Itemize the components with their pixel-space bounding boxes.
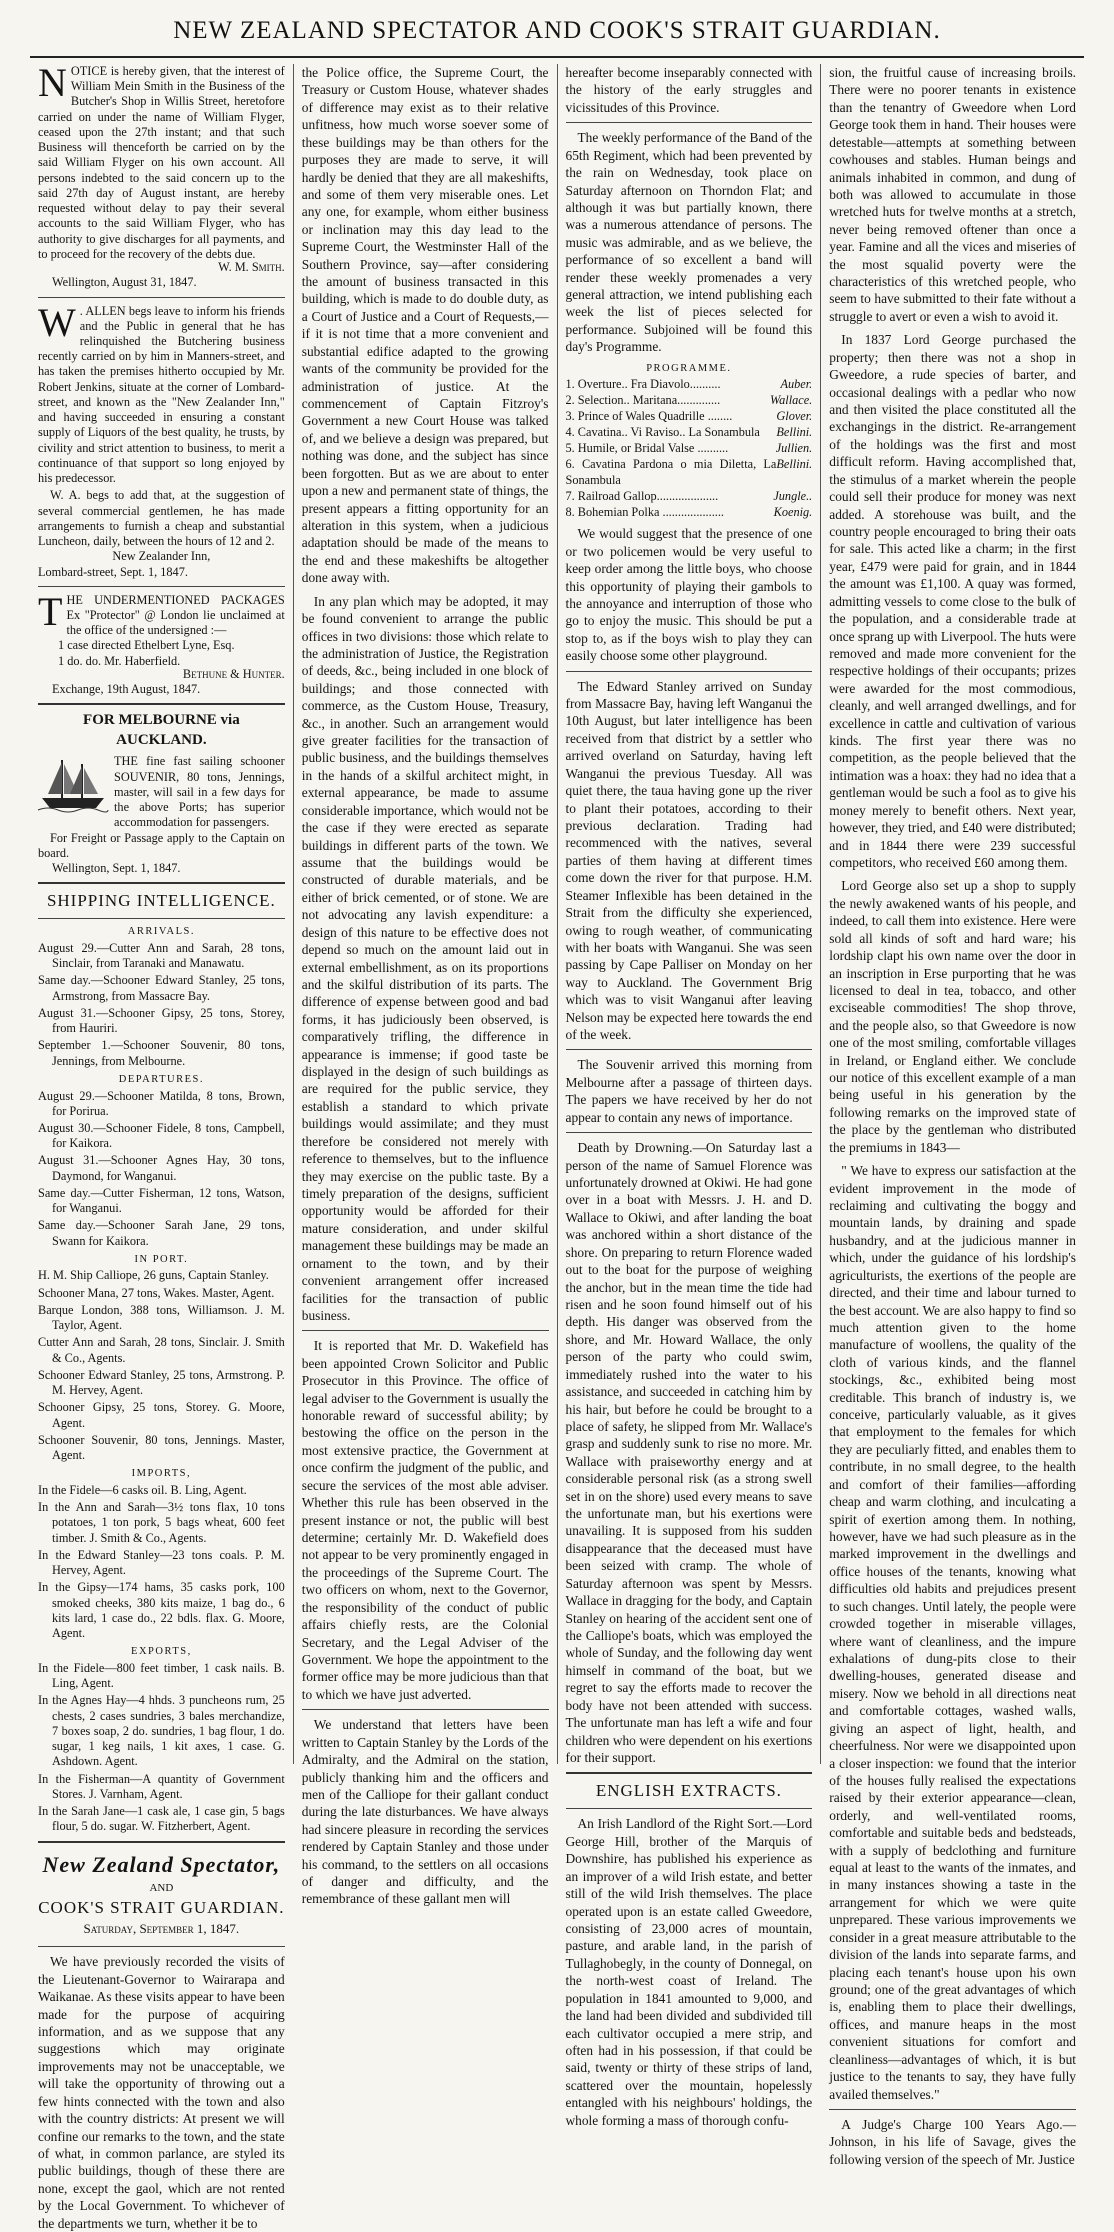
- leader-paragraph: the Police office, the Supreme Court, the Treasury or Custom House, whatever shades of difference may exist as to their relative unfitness, how much worse soever some of these buildings may be than others for the purposes they are made to serve, it will hardly be denied that they are all makeshifts, and some of them very miserable ones. Let any one, for example, whom either business or inclination may this day lead to the Supreme Court, the Westminster Hall of the Southern Province, say—after considering the amount of business transacted in this building, which is made to do double duty, as a Court of Justice and a Court of Requests,—if it is not time that a more convenient and substantial edifice adapted to the growing wants of the community be provided for the administration of justice. At the commencement of Captain Fitzroy's Government a new Court House was talked of, and we believe a design was prepared, but nothing was done, and the subject has since been forgotten. But as we are about to enter upon a new and permanent state of things, the present appears a fitting opportunity for an alteration in this system, when a judicious adaptation should be made of the means to the end and these makeshifts be altogether done away with.: [301, 65, 549, 586]
- article-paragraph: We understand that letters have been written to Captain Stanley by the Lords of the Admiralty, and the Admiral on the station, publicly thanking him and the officers and men of the Calliope for their gallant conduct during the late disturbances. We have always had sincere pleasure in recording the services rendered by Captain Stanley and those under his command, to the settlers on all occasions of danger and difficulty, and the remembrance of these gallant men will: [301, 1717, 549, 1907]
- notice-allen: [38, 299, 285, 580]
- article-paragraph: We would suggest that the presence of one or two policemen would be very useful to keep order among the little boys, who choose this opportunity of playing their gambols to the annoyance and interruption of those who go to enjoy the music. This should be put a stop to, as if the boys wish to play they can easily choose some other playground.: [565, 526, 813, 664]
- arrivals-list: [38, 941, 285, 1069]
- programme-item: [566, 441, 813, 457]
- article-paragraph: The weekly performance of the Band of the 65th Regiment, which had been prevented by the rain on Wednesday, took place on Saturday afternoon on Thorndon Flat; and although it was but partially known, there was a numerous attendance of persons. The music was admirable, and as we believe, the performance of so excellent a band will render these weekly promenades a very general attraction, we intend publishing each week the list of pieces selected for performance. Subjoined will be found this day's Programme.: [565, 130, 813, 355]
- article-paragraph: The Souvenir arrived this morning from Melbourne after a passage of thirteen days. The papers we have received by her do not appear to contain any news of importance.: [565, 1057, 813, 1125]
- ship-ad-text: THE fine fast sailing schooner SOUVENIR, 80 tons, Jennings, master, will sail in a few days for the above Ports; has superior accommodation for passengers.: [114, 754, 285, 830]
- programme-item: [566, 489, 813, 505]
- notice-flyger: [38, 60, 285, 291]
- ship-ad-text: For Freight or Passage apply to the Captain on board.: [38, 830, 285, 860]
- masthead: NEW ZEALAND SPECTATOR AND COOK'S STRAIT GUARDIAN.: [173, 17, 941, 44]
- article-paragraph: hereafter become inseparably connected with the history of the early struggles and vicissitudes of this Province.: [565, 65, 813, 115]
- divider: [302, 1709, 549, 1710]
- list-item: In the Fisherman—A quantity of Government Stores. J. Varnham, Agent.: [38, 1771, 285, 1801]
- list-item: August 29.—Cutter Ann and Sarah, 28 tons, Sinclair, from Taranaki and Manawatu.: [38, 940, 285, 971]
- divider: [38, 297, 285, 298]
- programme-composer: Bellini.: [776, 425, 813, 440]
- article-paragraph: An Irish Landlord of the Right Sort.—Lord George Hill, brother of the Marquis of Downshire, has published his experience as an improver of a wild Irish estate, and better still of the wild Irish themselves. The place operated upon is an estate called Gweedore, consisting of 23,000 acres of mountain, pasture, and arable land, in the parish of Tullaghobegly, in the county of Donnegal, on the north-west coast of Ireland. The population in 1841 amounted to 9,000, and the land had been divided and subdivided till each cultivator occupied a mere strip, and often had in his possession, if that could be said, twenty or thirty of these strips of land, scattered over the mountain, hopelessly entangled with his neighbours' holdings, the whole forming a mass of thorough confu-: [565, 1816, 813, 2128]
- divider: [566, 1772, 813, 1774]
- column-3: [558, 64, 822, 2128]
- list-item: In the Agnes Hay—4 hhds. 3 puncheons rum, 25 chests, 2 cases sundries, 3 bales merchandize, 7 boxes soap, 2 do. sundries, 1 bag flour, 1 do. sugar, 1 keg nails, 1 kit axes, 1 case. G. Ashdown. Agent.: [38, 1693, 285, 1769]
- paper-title-and: AND: [149, 1882, 174, 1895]
- divider: [38, 586, 285, 587]
- column-1: [30, 60, 294, 2231]
- programme-piece: 4. Cavatina.. Vi Raviso.. La Sonambula: [565, 425, 760, 440]
- shipping-heading: SHIPPING INTELLIGENCE.: [46, 891, 276, 911]
- programme-list: [566, 377, 813, 521]
- notice-packages: [38, 588, 285, 698]
- leader-paragraph: We have previously recorded the visits of the Lieutenant-Governor to Wairarapa and Waikanae. As these visits appear to have been made for the purpose of acquiring information, and as we suppose that any suggestions which may originate improvements may not be unacceptable, we will take the opportunity of throwing out a few hints connected with the town and also with the country districts: At present we will confine our remarks to the town, and the state of what, in common parlance, are styled its public buildings, though of these there are none, except the gaol, which are not rented by the Local Government. To whichever of the departments we turn, whether it be to: [38, 1954, 285, 2231]
- programme-title: PROGRAMME.: [646, 362, 732, 374]
- programme-piece: 1. Overture.. Fra Diavolo..........: [565, 377, 721, 392]
- divider: [38, 1841, 285, 1843]
- paper-title-blackletter: New Zealand Spectator,: [42, 1851, 281, 1877]
- programme-composer: Glover.: [776, 409, 813, 424]
- column-2: [294, 64, 558, 1907]
- programme-composer: Wallace.: [770, 393, 813, 408]
- notice-dropcap: W: [38, 299, 76, 345]
- article-paragraph: A Judge's Charge 100 Years Ago.—Johnson, in his life of Savage, gives the following version of the speech of Mr. Justice: [829, 2116, 1076, 2167]
- ship-ad: [38, 754, 285, 830]
- article-paragraph: " We have to express our satisfaction at the evident improvement in the mode of reclaiming and cultivating the boggy and mountain lands, by draining and spade husbandry, and at the judicious manner in which, under the guidance of his lordship's agriculturists, the exertions of the people are directed, and their time and labour turned to the best account. We are also happy to find so much attention given to the home manufacture of woollens, the quality of the cloth of various kinds, and the flannel stockings, &c., exhibited being most creditable. This branch of industry is, we conceive, particularly valuable, as it gives that employment to the females for which they are peculiarly fitted, and enables them to contribute, in no small degree, to the health and comfort of their families—affording cheap and warm clothing, and inculcating a spirit of exertion among them. In nothing, however, have we had such pleasure as in the marked improvement in the dwellings and office houses of the tenants, knowing what difficulties old habits and prejudices present to such changes. Until lately, the people were crowded together in miserable villages, where want of cleanliness, and the impure exhalations of dung-pits close to their dwelling-houses, generated disease and misery. Now we behold in all directions neat and comfortable cottages, washed walls, giving an aspect of light, health, and cheerfulness. Nor were we disappointed upon a closer inspection: we found that the interior of the houses fully realised the expectations raised by their exterior appearance—clean, orderly, and well-ventilated rooms, comfortable and suitable beds and bedsteads, with a supply of bedclothing and furniture equal at least to the wants of the inmates, and in many instances showing a taste in the arrangement for which we were quite unprepared. These various improvements we consider in a great measure attributable to the division of the lands into separate farms, and placing each tenant's house upon his own ground; one of the great advantages of which is, enabling them to place their dwellings, offices, and manure heaps in the most convenient situations for comfort and cleanliness—advantages of which, it is but justice to the tenants to say, they have fully availed themselves.": [829, 1163, 1076, 2102]
- programme-item: [566, 393, 813, 409]
- column-4: [821, 64, 1084, 2167]
- departures-list: [38, 1089, 285, 1249]
- programme-item: [566, 409, 813, 425]
- notice-text: HE UNDERMENTIONED PACKAGES Ex "Protector" @ London lie unclaimed at the office of the undersigned :—: [66, 592, 285, 638]
- list-item: In the Gipsy—174 hams, 35 casks pork, 100 smoked cheeks, 380 kits maize, 1 bag do., 6 kits lard, 1 case do., 22 bdls. flax. G. Moore, Agent.: [38, 1580, 285, 1641]
- masthead-rule: [30, 56, 1084, 58]
- divider: [38, 1946, 285, 1947]
- notice-line: 1 do. do. Mr. Haberfield.: [58, 653, 181, 668]
- article-paragraph: Lord George also set up a shop to supply the newly awakened wants of his people, and indeed, to call them into existence. Here were sold all kinds of soft and hard ware; his lordship clapt his own name over the door in an inscription in Erse purporting that he was licensed to deal in tea, tobacco, and other exciseable commodities! The shop throve, and the people also, so that Gweedore is now one of the most smiling, comfortable villages in Ireland, or England either. We conclude our notice of this excellent example of a man being useful in his generation by the following remarks on the improved state of the place by the gentleman who distributed the premiums in 1843—: [829, 878, 1076, 1155]
- list-item: August 31.—Schooner Agnes Hay, 30 tons, Daymond, for Wanganui.: [38, 1153, 285, 1183]
- programme-piece: 2. Selection.. Maritana..............: [565, 393, 721, 408]
- list-item: In the Edward Stanley—23 tons coals. P. M. Hervey, Agent.: [38, 1547, 285, 1578]
- article-paragraph: sion, the fruitful cause of increasing broils. There were no poorer tenants in existence than the tenantry of Gweedore when Lord George took them in hand. Their houses were detestable—attempts at something between cowhouses and stables. Human beings and animals inhabited in common, and dung of both was allowed to accumulate in those wretched huts for twelve months at a stretch, never being removed oftener than once a year. Famine and all the vices and miseries of the most squalid poverty were the characteristics of this wretched people, who seem to have submitted to their fate without a struggle to avert or even a wish to avoid it.: [829, 65, 1076, 324]
- article-paragraph: In 1837 Lord George purchased the property; then there was not a shop in Gweedore, a rude species of barter, and occasional dealings with a pedlar who now and then visited the place constituted all the exchangings in the district. Re-arrangement of the holdings was the first and most difficult reform. Having accomplished that, the stimulus of a market wherein the people could sell their produce for money was next added. A storehouse was built, and the country people encouraged to bring their oats for sale. This acted like a charm; in the first year, £479 were paid for grain, and in 1844 the amount was £1,100. A quay was formed, admitting vessels to come close to the bulk of the population, and a considerable trade at once sprang up with Liverpool. The huts were removed and made more convenient for the respective holdings of their occupants; prizes were awarded for the most commodious, cleanly, and well arranged dwellings, and for excellence in cattle and cultivation of various kinds. The first year there was no competition, as the people believed that the intimation was a hoax: they had no idea that a gentleman would be such a fool as to give his money merely to benefit others. Next year, however, they tried, and £40 were distributed; and in 1844 there were 239 successful competitors, who received £60 among them.: [829, 332, 1076, 870]
- list-item: Schooner Mana, 27 tons, Wakes. Master, Agent.: [38, 1285, 275, 1300]
- notice-dropcap: N: [38, 60, 67, 105]
- columns: [30, 60, 1084, 2231]
- paper-dateline: Saturday, September 1, 1847.: [83, 1921, 240, 1937]
- imports-list: [38, 1483, 285, 1641]
- programme-piece: 8. Bohemian Polka ....................: [565, 505, 724, 520]
- arrivals-heading: ARRIVALS.: [127, 926, 196, 938]
- article-paragraph: Death by Drowning.—On Saturday last a person of the name of Samuel Florence was unfortunately drowned at Okiwi. He had gone over in a boat with Messrs. J. H. and D. Wallace to Okiwi, and after landing the boat was anchored within a short distance of the shore. On preparing to return Florence waded out to the boat for the purpose of weighing the anchor, but in the mean time the tide had risen and he soon found himself out of his depth. His danger was observed from the shore, and Mr. Howard Wallace, the only person of the party who could swim, immediately rushed into the water to his assistance, and succeeded in catching him by his hair, but before he could be brought to a place of safety, he slipped from Mr. Wallace's grasp and suddenly sunk to rise no more. Mr. Wallace with praiseworthy energy and at considerable personal risk (as a strong swell set in on the shore) used every means to save the unfortunate man, but his exertions were unavailing. It is supposed from his sudden disappearance that the deceased must have been seized with cramp. The whole of Saturday afternoon was spent by Messrs. Wallace in dragging for the body, and Captain Stanley on hearing of the accident sent one of the Calliope's boats, which was employed the whole of Sunday, and the following day went himself in command of the boat, but we regret to say the efforts made to recover the body have not been attended with success. The unfortunate man has left a wife and four children who were dependent on his exertions for their support.: [565, 1140, 813, 1765]
- sailing-ship-icon: [38, 754, 108, 812]
- article-paragraph: It is reported that Mr. D. Wakefield has been appointed Crown Solicitor and Public Prosecutor in this Province. The office of legal adviser to the Government is usually the honorable reward of successful ability; by bestowing the office on the person in the most extensive practice, the Government at once confirm the judgment of the public, and secure the services of the most able adviser. Whether this rule has been observed in the present instance or not, the public will best determine; certainly Mr. D. Wakefield does not appear to be very prominently engaged in the proceedings of the Supreme Court. The two officers on whom, next to the Governor, the responsibility of the conduct of public affairs chiefly rests, are the Colonial Secretary, and the Legal Adviser of the Government. We hope the appointment to the former office may be more judicious than that to which we have just adverted.: [301, 1338, 549, 1702]
- list-item: Schooner Souvenir, 80 tons, Jennings. Master, Agent.: [38, 1432, 285, 1463]
- list-item: H. M. Ship Calliope, 26 guns, Captain Stanley.: [38, 1268, 269, 1283]
- list-item: August 29.—Schooner Matilda, 8 tons, Brown, for Porirua.: [38, 1088, 285, 1118]
- list-item: August 31.—Schooner Gipsy, 25 tons, Storey, from Hauriri.: [38, 1005, 285, 1036]
- programme-composer: Jungle..: [773, 489, 813, 504]
- list-item: Same day.—Schooner Sarah Jane, 29 tons, Swann for Kaikora.: [38, 1218, 285, 1248]
- notice-signature: Bethune & Hunter.: [182, 666, 285, 681]
- programme-composer: Koenig.: [773, 505, 813, 520]
- divider: [566, 1808, 813, 1809]
- notice-date: Lombard-street, Sept. 1, 1847.: [38, 564, 188, 579]
- programme-piece: 7. Railroad Gallop....................: [565, 489, 719, 504]
- notice-text: W. A. begs to add that, at the suggestion of several commercial gentlemen, he has made arrangements to furnish a cheap and substantial Luncheon, daily, between the hours of 12 and 2.: [38, 488, 285, 549]
- divider: [566, 1132, 813, 1133]
- list-item: Same day.—Schooner Edward Stanley, 25 tons, Armstrong, from Massacre Bay.: [38, 973, 285, 1003]
- exports-list: [38, 1661, 285, 1835]
- leader-paragraph: In any plan which may be adopted, it may be found convenient to arrange the public offices in two divisions: those which relate to the administration of Justice, the Registration of deeds, &c., being included in one block of buildings; and those connected with commerce, as the Custom House, Treasury, &c., in another. Such an arrangement would give greater facilities for the transaction of public business, and the buildings themselves in the hands of a skilful architect might, in external appearance, be made to assume considerable importance, which would not be the case if they were erected as separate buildings in different parts of the town. We assume that the buildings would be constructed of durable materials, and be either of brick cemented, or of stone. We are not advocating any lavish expenditure: a design of this nature to be effective does not depend so much on the amount laid out in external embellishment, as on its proportions and the skilful distribution of its parts. The difference of expense between good and bad forms, it has judiciously been observed, is comparatively trifling, the difference in appearance is immense; if good taste be displayed in the design of such buildings as are required for the public service, they establish a standard to which private buildings would assimilate; and they must therefore be considered not merely with reference to themselves, but to the influence they may exercise on the public taste. By a timely preparation of the designs, sufficient opportunity would be afforded for their mature consideration, and under skilful management these buildings may be made an ornament to the town, and by their convenient arrangement offer increased facilities for the transaction of public business.: [301, 593, 549, 1323]
- list-item: Same day.—Cutter Fisherman, 12 tons, Watson, for Wanganui.: [38, 1185, 285, 1216]
- programme-composer: Bellini.: [776, 457, 813, 472]
- list-item: September 1.—Schooner Souvenir, 80 tons, Jennings, from Melbourne.: [38, 1038, 285, 1068]
- divider: [38, 882, 285, 884]
- programme-piece: 3. Prince of Wales Quadrille ........: [565, 409, 733, 424]
- list-item: In the Ann and Sarah—3½ tons flax, 10 tons potatoes, 1 ton pork, 5 bags wheat, 600 feet timber. J. Smith & Co., Agents.: [38, 1500, 285, 1545]
- list-item: Schooner Gipsy, 25 tons, Storey. G. Moore, Agent.: [38, 1400, 285, 1430]
- imports-heading: IMPORTS,: [131, 1468, 192, 1480]
- divider: [566, 122, 813, 123]
- list-item: August 30.—Schooner Fidele, 8 tons, Campbell, for Kaikora.: [38, 1120, 285, 1151]
- ship-ad-date: Wellington, Sept. 1, 1847.: [52, 861, 181, 876]
- departures-heading: DEPARTURES.: [118, 1073, 204, 1085]
- inport-list: [38, 1268, 285, 1463]
- notice-date: Exchange, 19th August, 1847.: [52, 682, 201, 697]
- divider: [566, 1049, 813, 1050]
- list-item: In the Fidele—800 feet timber, 1 cask nails. B. Ling, Agent.: [38, 1660, 285, 1691]
- divider: [566, 671, 813, 672]
- list-item: In the Sarah Jane—1 cask ale, 1 case gin, 5 bags flour, 5 do. sugar. W. Fitzherbert, Agent.: [38, 1804, 285, 1834]
- extracts-heading: ENGLISH EXTRACTS.: [595, 1781, 782, 1801]
- programme-item: [566, 377, 813, 393]
- notice-text: . ALLEN begs leave to inform his friends and the Public in general that he has relinquished the Butchering business recently carried on by him in Manners-street, and has taken the premises hitherto occupied by Mr. Robert Jenkins, situate at the corner of Lombard-street, and known as the "New Zealander Inn," and having succeeded in ensuring a constant supply of Liquors of the best quality, he trusts, by civility and strict attention to business, to merit a continuance of that support so long enjoyed by his predecessor.: [38, 303, 285, 486]
- notice-dropcap: T: [38, 588, 63, 634]
- notice-signature: W. M. Smith.: [218, 260, 285, 275]
- article-paragraph: The Edward Stanley arrived on Sunday from Massacre Bay, having left Wanganui the 10th August, but later intelligence has been received from that district by a settler who arrived overland on Saturday, having left Wanganui the previous Tuesday. All was quiet there, the taua having gone up the river to plant their potatoes, according to their previous declaration. Trading had recommenced with the natives, several parties of them having at different times come down the river for that purpose. H.M. Steamer Inflexible has been detained in the Strait from the difficulty she experienced, owing to rough weather, of communicating with her boats with Wanganui. She was seen passing by Cape Palliser on Monday on her way to Auckland. The Government Brig which was to visit Wanganui after leaving Nelson may be expected here towards the end of the week.: [565, 678, 813, 1043]
- divider: [302, 1330, 549, 1331]
- notice-place: New Zealander Inn,: [112, 549, 211, 564]
- paper-title: COOK'S STRAIT GUARDIAN.: [38, 1898, 285, 1918]
- divider: [829, 2109, 1076, 2110]
- list-item: Cutter Ann and Sarah, 28 tons, Sinclair. J. Smith & Co., Agents.: [38, 1335, 285, 1365]
- list-item: In the Fidele—6 casks oil. B. Ling, Agent.: [38, 1482, 247, 1497]
- list-item: Schooner Edward Stanley, 25 tons, Armstrong. P. M. Hervey, Agent.: [38, 1367, 285, 1398]
- programme-item: [566, 505, 813, 521]
- inport-heading: IN PORT.: [134, 1253, 189, 1265]
- programme-composer: Jullien.: [775, 441, 813, 456]
- list-item: Barque London, 388 tons, Williamson. J. M. Taylor, Agent.: [38, 1302, 285, 1333]
- programme-piece: 5. Humile, or Bridal Valse ..........: [565, 441, 729, 456]
- programme-item: [566, 425, 813, 441]
- divider: [38, 703, 285, 705]
- programme-item: [566, 457, 813, 489]
- notice-date: Wellington, August 31, 1847.: [52, 275, 197, 290]
- notice-line: 1 case directed Ethelbert Lyne, Esq.: [58, 638, 235, 653]
- programme-composer: Auber.: [780, 377, 813, 392]
- ship-ad-heading: FOR MELBOURNE via AUCKLAND.: [83, 712, 240, 748]
- divider: [38, 918, 285, 919]
- notice-text: OTICE is hereby given, that the interest of William Mein Smith in the Business of the Butcher's Shop in Willis Street, heretofore carried on under the name of William Flyger, ceased upon the 27th instant; and that such Business will thenceforth be carried on by the said William Flyger on his own account. All persons indebted to the said concern up to the said 27th day of August instant, are hereby requested without delay to pay their several accounts to the said William Flyger, who has authority to give discharges for all payments, and to proceed for the recovery of the debts due.: [38, 64, 285, 261]
- exports-heading: EXPORTS,: [131, 1646, 192, 1658]
- programme-piece: 6. Cavatina Pardona o mia Diletta, La Sonambula: [565, 457, 777, 488]
